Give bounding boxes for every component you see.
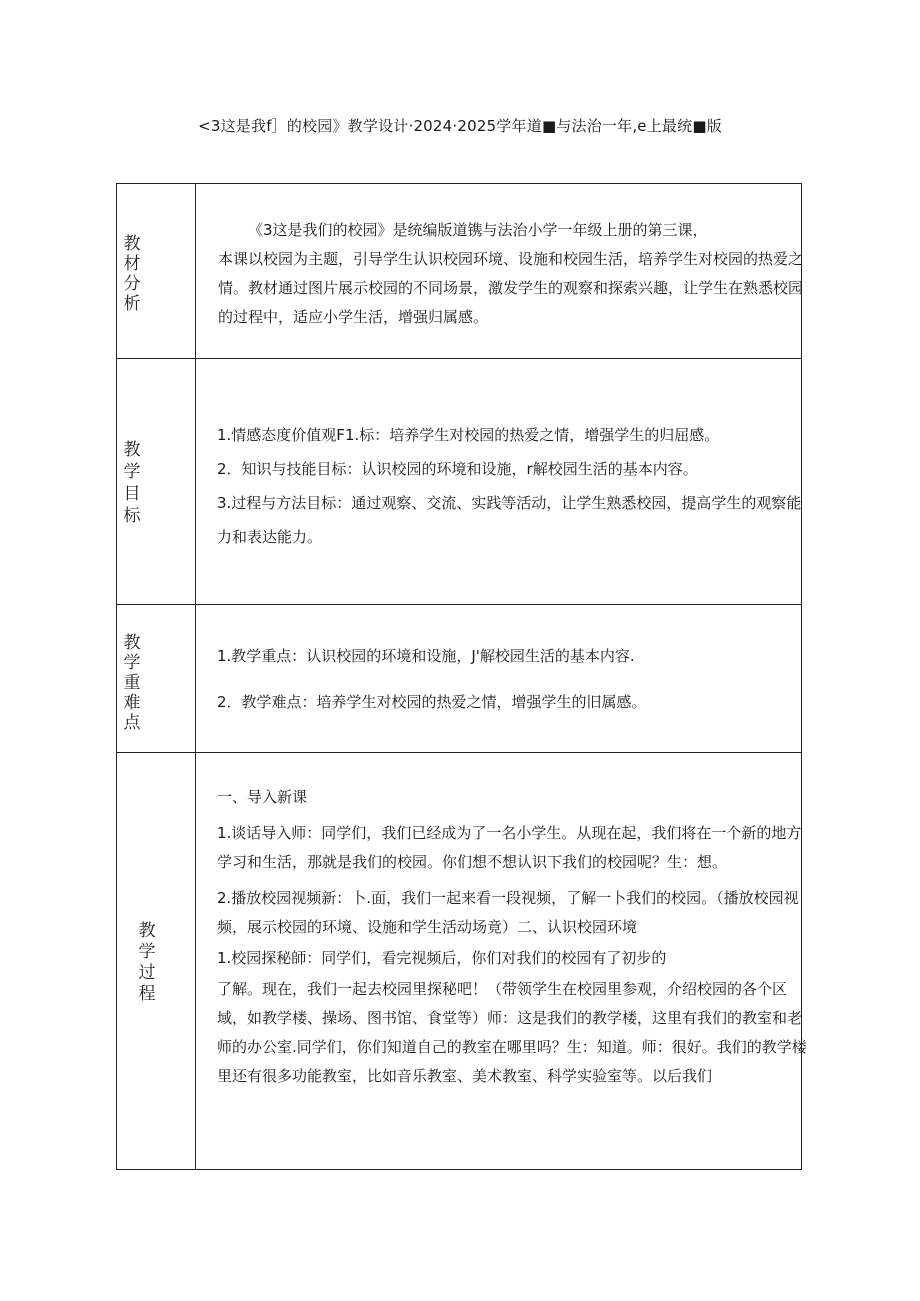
label-objectives: 教学目标	[123, 440, 141, 526]
process-line-1: 1.谈话导入师：同学们，我们已经成为了一名小学生。从现在起，我们将在一个新的地方学习和生活，那就是我们的校园。你们想不想认识下我们的校园呢？生：想。	[217, 824, 802, 871]
label-cell-process	[117, 753, 196, 1170]
lesson-table	[116, 183, 807, 1170]
label-cell-analysis	[117, 184, 196, 359]
label-analysis: 教材分析	[123, 234, 141, 314]
row-process	[117, 753, 802, 1170]
content-objectives	[196, 359, 802, 605]
process-line-3: 1.校园探秘師：同学们，看完视频后，你们对我们的校园有了初步的	[217, 949, 667, 967]
objective-line-2: 2．知识与技能目标：认识校园的环境和设施，r解校园生活的基本内容。	[217, 460, 698, 478]
content-analysis	[196, 184, 802, 359]
objective-line-3: 3.过程与方法目标：通过观察、交流、实践等活动，让学生熟悉校园，提高学生的观察能力和表达能力。	[217, 494, 802, 546]
label-cell-key-points	[117, 605, 196, 753]
document-title: <3这是我f］的校园》教学设计·2024·2025学年道■与法治一年,e上最统■版	[198, 117, 722, 135]
key-point-line-1: 1.教学重点：认识校园的环境和设施，J'解校园生活的基本内容.	[217, 647, 635, 665]
process-line-2: 2.播放校园视频新：卜.面，我们一起来看一段视频，了解一卜我们的校园。（播放校园视频，展示校园的环境、设施和学生活动场竟）二、认识校园环境	[217, 889, 799, 936]
row-analysis	[117, 184, 802, 359]
analysis-line-2: 本课以校园为主题，引导学生认识校园环境、设施和校园生活，培养学生对校园的热爱之情。教材通过图片展示校园的不同场景，激发学生的观察和探索兴趣，让学生在熟悉校园的过程中，适应小学生活，增强归属感。	[218, 250, 804, 326]
row-key-points	[117, 605, 802, 753]
content-key-points	[196, 605, 802, 753]
label-process: 教学过程	[138, 921, 156, 1004]
label-cell-objectives	[117, 359, 196, 605]
label-key-points: 教学重难点	[123, 633, 141, 733]
analysis-line-1: 《3这是我们的校园》是统编版道镌与法治小学一年级上册的第三课，	[248, 221, 708, 239]
key-point-line-2: 2．教学难点：培养学生对校园的热爱之情，增强学生的旧属感。	[217, 693, 647, 711]
objective-line-1: 1.情感态度价值观F1.标：培养学生对校园的热爱之情，增强学生的归屈感。	[217, 426, 720, 444]
row-objectives	[117, 359, 802, 605]
process-line-4: 了解。现在，我们一起去校园里探秘吧！（带领学生在校园里参观，介绍校园的各个区域，如教学楼、操场、图书馆、食堂等）师：这是我们的教学楼，这里有我们的教室和老师的办公室.同学们，你们知道自己的教室在哪里吗？生：知道。师：很好。我们的教学楼里还有很多功能教室，比如音乐教室、美术教室、科学实验室等。以后我们	[217, 980, 807, 1085]
process-heading: 一、导入新课	[217, 788, 308, 806]
content-process	[196, 753, 807, 1170]
